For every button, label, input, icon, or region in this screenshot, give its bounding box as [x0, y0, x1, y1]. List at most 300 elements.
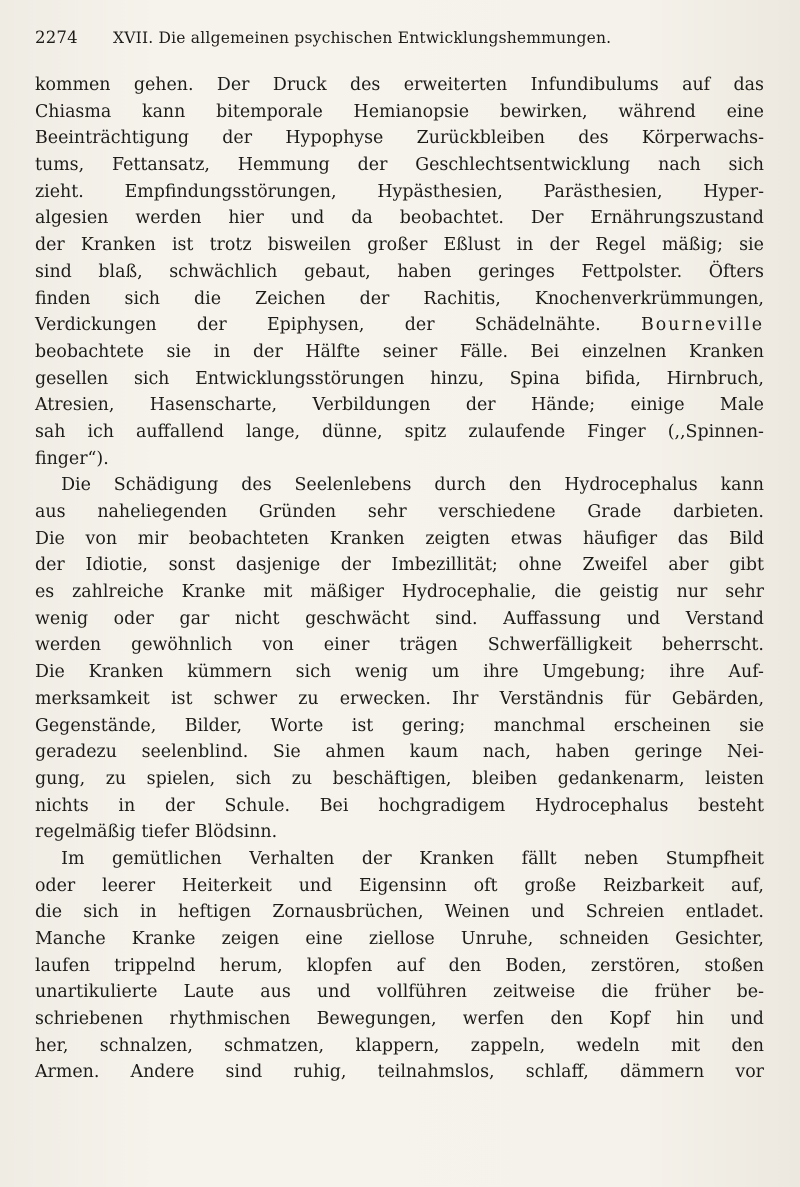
- word: Ihr: [452, 688, 479, 709]
- word: sehr: [725, 582, 764, 603]
- word: (,,Spinnen-: [667, 421, 764, 442]
- word: auffallend: [135, 421, 224, 442]
- word: Hyper-: [703, 181, 764, 202]
- word: dünne,: [322, 421, 383, 442]
- word: den: [508, 475, 542, 496]
- text-line: [35, 205, 764, 232]
- word: heftigen: [177, 902, 252, 923]
- word: mit: [671, 1035, 701, 1056]
- word: auf: [682, 75, 711, 95]
- word: beherrscht.: [662, 635, 764, 656]
- word: oft: [473, 875, 498, 896]
- word: um: [431, 662, 460, 683]
- word: haben: [555, 742, 610, 763]
- text-line: [35, 873, 764, 900]
- word: sich: [235, 768, 272, 789]
- word: be-: [736, 982, 764, 1003]
- word: Hydrocephalus: [564, 475, 698, 496]
- word: kaum: [409, 742, 459, 763]
- text-line: [35, 286, 764, 313]
- word: bitemporale: [216, 101, 323, 122]
- word: Hemmung: [237, 155, 330, 176]
- word: zieht.: [35, 181, 84, 202]
- word: finger“).: [35, 448, 109, 469]
- word: zeitweise: [493, 982, 576, 1003]
- word: während: [618, 101, 696, 122]
- word: der: [465, 395, 496, 416]
- word: sonst: [168, 555, 216, 576]
- text-line: [35, 1006, 764, 1033]
- word: bleiben: [471, 768, 538, 789]
- word: manchmal: [493, 715, 586, 736]
- word: Der: [530, 208, 564, 229]
- word: Unruhe,: [460, 929, 534, 949]
- word: von: [85, 528, 118, 549]
- word: leisten: [705, 768, 764, 789]
- word: vor: [735, 1062, 764, 1083]
- word: sich: [124, 288, 160, 309]
- word: gar: [179, 608, 210, 629]
- word: eine: [305, 929, 343, 949]
- word: zu: [105, 768, 127, 789]
- word: unartikulierte: [35, 982, 158, 1003]
- word: Fälle.: [459, 341, 509, 362]
- word: spielen,: [146, 768, 216, 789]
- word: naheliegenden: [97, 502, 228, 522]
- word: Hypästhesien,: [377, 181, 503, 202]
- word: ich: [87, 421, 114, 442]
- word: gung,: [35, 768, 86, 789]
- word: und: [317, 982, 351, 1003]
- word: sich: [728, 155, 764, 176]
- word: Hände;: [531, 395, 596, 416]
- text-line: [35, 953, 764, 980]
- word: sah: [35, 421, 66, 442]
- text-line: [35, 579, 764, 606]
- word: das: [733, 75, 764, 95]
- word: ahmen: [325, 742, 385, 763]
- word: in: [139, 902, 157, 923]
- word: Schädigung: [113, 475, 219, 496]
- word: mäßiger: [310, 582, 384, 603]
- word: sie: [739, 715, 764, 736]
- word: Schule.: [224, 795, 290, 816]
- word: Druck: [272, 75, 327, 95]
- word: erwecken.: [339, 688, 431, 709]
- word: Zornausbrüchen,: [272, 902, 424, 923]
- page-number: 2274: [35, 28, 78, 47]
- word: auf: [396, 955, 425, 976]
- text-line: [35, 152, 764, 179]
- text-line: [35, 552, 764, 579]
- word: wedeln: [576, 1035, 640, 1056]
- word: Boden,: [505, 955, 567, 976]
- word: den: [731, 1035, 764, 1056]
- word: der: [404, 315, 435, 336]
- word: und: [626, 608, 661, 629]
- word: seelenblind.: [141, 742, 249, 763]
- word: Parästhesien,: [543, 181, 663, 202]
- word: schwer: [213, 688, 278, 709]
- word: sind: [225, 1062, 263, 1083]
- word: einer: [323, 635, 370, 656]
- word: trägen: [399, 635, 458, 656]
- word: zeigten: [425, 528, 490, 549]
- word: geringe: [634, 742, 703, 763]
- word: auf,: [731, 875, 764, 896]
- word: Empfindungsstörungen,: [124, 181, 337, 202]
- word: Chiasma: [35, 101, 112, 122]
- text-line: [35, 926, 764, 953]
- word: des: [578, 128, 609, 149]
- word: Laute: [183, 982, 235, 1003]
- word: gesellen: [35, 368, 109, 389]
- word: klappern,: [355, 1035, 440, 1056]
- word: das: [677, 528, 709, 549]
- word: gewöhnlich: [131, 635, 233, 656]
- word: teilnahmslos,: [377, 1062, 495, 1083]
- word: eine: [726, 101, 764, 122]
- word: kommen: [35, 75, 111, 95]
- word: tums,: [35, 155, 85, 176]
- word: Infundibulums: [530, 75, 659, 95]
- word: nichts: [35, 795, 89, 816]
- word: Geschlechtsentwicklung: [415, 155, 631, 176]
- word: sich: [83, 902, 119, 923]
- word: Kranken: [80, 235, 156, 256]
- word: Verdickungen: [35, 315, 157, 336]
- text-line: [35, 766, 764, 793]
- word: des: [350, 75, 381, 95]
- word: kümmern: [187, 662, 272, 683]
- text-line: [35, 446, 764, 473]
- word: erscheinen: [613, 715, 711, 736]
- text-line: [35, 472, 764, 499]
- word: Bei: [530, 341, 560, 362]
- word: sich: [295, 662, 332, 683]
- word: Gründen: [258, 502, 337, 522]
- word: die: [194, 288, 222, 309]
- word: einige: [630, 395, 685, 416]
- word: einzelnen: [581, 341, 667, 362]
- word: rhythmischen: [169, 1009, 291, 1030]
- word: schriebenen: [35, 1009, 144, 1030]
- page-header: [35, 28, 764, 72]
- word: Die: [61, 475, 91, 496]
- word: zulaufende: [468, 421, 566, 442]
- word: her,: [35, 1035, 69, 1056]
- text-line: [35, 713, 764, 740]
- word: erweiterten: [403, 75, 508, 95]
- word: Entwicklungsstörungen: [195, 368, 405, 389]
- word: Ernährungszustand: [590, 208, 764, 229]
- word: durch: [434, 475, 486, 496]
- word: der: [164, 795, 195, 816]
- word: Bewegungen,: [316, 1009, 437, 1030]
- word: beobachteten: [188, 528, 309, 549]
- word: Atresien,: [35, 395, 115, 416]
- word: Zurückbleiben: [416, 128, 545, 149]
- word: zerstören,: [590, 955, 681, 976]
- text-line: [35, 686, 764, 713]
- word: Seelenlebens: [294, 475, 412, 496]
- text-line: [35, 125, 764, 152]
- word: schneiden: [559, 929, 649, 949]
- word: zu: [298, 688, 319, 709]
- word: seiner: [382, 341, 438, 362]
- word: Gebärden,: [671, 688, 764, 709]
- word: gedankenarm,: [557, 768, 685, 789]
- word: zappeln,: [470, 1035, 546, 1056]
- word: Der: [216, 75, 250, 95]
- word: Weinen: [444, 902, 510, 923]
- word: häufiger: [582, 528, 658, 549]
- word: Nei-: [726, 742, 764, 763]
- word: kann: [720, 475, 764, 496]
- word: die: [554, 582, 582, 603]
- word: zu: [291, 768, 313, 789]
- word: es: [35, 582, 55, 603]
- word: beschäftigen,: [332, 768, 452, 789]
- word: Kranke: [131, 929, 196, 949]
- word: Hälfte: [305, 341, 361, 362]
- word: gehen.: [133, 75, 194, 95]
- word: Epiphysen,: [266, 315, 365, 336]
- word: Regel: [595, 235, 646, 256]
- running-head: XVII. Die allgemeinen psychischen Entwicklungshemmungen.: [113, 29, 612, 47]
- word: bifida,: [585, 368, 641, 389]
- word: der: [196, 315, 227, 336]
- text-line: [35, 793, 764, 820]
- text-line: [35, 899, 764, 926]
- word: der: [361, 848, 392, 869]
- word: klopfen: [306, 955, 373, 976]
- word: entladet.: [685, 902, 764, 923]
- word: Kranken: [419, 848, 495, 869]
- word: Grade: [587, 502, 642, 522]
- word: gebaut,: [303, 261, 371, 282]
- word: blaß,: [98, 261, 143, 282]
- word: Verständnis: [499, 688, 604, 709]
- word: schwächlich: [169, 261, 278, 282]
- word: geradezu: [35, 742, 117, 763]
- text-line: [35, 606, 764, 633]
- word: spitz: [404, 421, 447, 442]
- word: Eßlust: [443, 235, 501, 256]
- word: geringes: [478, 261, 555, 282]
- word: und: [531, 902, 565, 923]
- word: Schreien: [585, 902, 665, 923]
- word: der: [549, 235, 580, 256]
- word: dämmern: [619, 1062, 705, 1083]
- word: Verhalten: [249, 848, 335, 869]
- word: wenig: [35, 608, 89, 629]
- word: hin: [676, 1009, 705, 1030]
- text-line: [35, 1059, 764, 1086]
- word: Schwerfälligkeit: [487, 635, 633, 656]
- word: zeigen: [221, 929, 280, 949]
- word: sehr: [367, 502, 407, 522]
- word: großer: [367, 235, 428, 256]
- word: Heiterkeit: [181, 875, 272, 896]
- word: sich: [133, 368, 170, 389]
- word: Auffassung: [503, 608, 602, 629]
- word: in: [213, 341, 231, 362]
- word: ihre: [483, 662, 519, 683]
- word: der: [359, 288, 390, 309]
- text-line: [35, 499, 764, 526]
- word: Schädelnähte.: [474, 315, 601, 336]
- word: Male: [719, 395, 764, 416]
- word: besteht: [698, 795, 764, 816]
- word: Andere: [130, 1062, 195, 1083]
- text-line: [35, 99, 764, 126]
- word: den: [448, 955, 482, 976]
- word: ziellose: [368, 929, 435, 949]
- word: schmatzen,: [224, 1035, 325, 1056]
- word: Worte: [270, 715, 324, 736]
- word: Gesichter,: [675, 929, 764, 949]
- word: Manche: [35, 929, 106, 949]
- word: Hasenscharte,: [149, 395, 278, 416]
- word: neben: [584, 848, 639, 869]
- word: ruhig,: [293, 1062, 347, 1083]
- word: Idiotie,: [85, 555, 148, 576]
- text-line: [35, 526, 764, 553]
- word: Reizbarkeit: [602, 875, 705, 896]
- word: laufen: [35, 955, 91, 976]
- word: trippelnd: [114, 955, 196, 976]
- word: der: [340, 555, 371, 576]
- word: Die: [35, 662, 65, 683]
- word: herum,: [219, 955, 283, 976]
- word: aus: [260, 982, 291, 1003]
- word: Hydrocephalus: [535, 795, 669, 816]
- word: sind: [35, 261, 72, 282]
- word: aus: [35, 502, 66, 522]
- word: in: [118, 795, 136, 816]
- word: und: [298, 875, 333, 896]
- word: Umgebung;: [542, 662, 646, 683]
- text-line: [35, 339, 764, 366]
- word: hier: [228, 208, 264, 229]
- word: sie: [739, 235, 764, 256]
- word: da: [351, 208, 373, 229]
- word: werden: [135, 208, 202, 229]
- word: schlaff,: [525, 1062, 589, 1083]
- word: in: [516, 235, 534, 256]
- word: stoßen: [704, 955, 764, 976]
- word: große: [524, 875, 577, 896]
- text-line: [35, 312, 764, 339]
- word: Hirnbruch,: [666, 368, 764, 389]
- word: Armen.: [35, 1062, 100, 1083]
- text-line: [35, 232, 764, 259]
- word: beobachtet.: [399, 208, 504, 229]
- word: Bei: [319, 795, 349, 816]
- word: für: [624, 688, 651, 709]
- word: fällt: [521, 848, 557, 869]
- word: haben: [397, 261, 452, 282]
- word: mir: [137, 528, 169, 549]
- word: algesien: [35, 208, 109, 229]
- text-line: [35, 1033, 764, 1060]
- word: darbieten.: [673, 502, 764, 522]
- word: gemütlichen: [112, 848, 222, 869]
- text-line: [35, 739, 764, 766]
- word: kann: [142, 101, 186, 122]
- word: gering;: [401, 715, 466, 736]
- word: Zeichen: [255, 288, 326, 309]
- word: Fettansatz,: [112, 155, 210, 176]
- word: Stumpfheit: [665, 848, 764, 869]
- word: Verstand: [685, 608, 764, 629]
- text-line: [35, 419, 764, 446]
- word: bisweilen: [267, 235, 352, 256]
- word: regelmäßig: [35, 822, 136, 843]
- word: Rachitis,: [423, 288, 501, 309]
- word: mit: [263, 582, 293, 603]
- word: oder: [113, 608, 154, 629]
- word: von: [262, 635, 294, 656]
- text-line: [35, 819, 764, 846]
- word: tiefer: [141, 822, 190, 843]
- word: Die: [35, 528, 65, 549]
- word: leerer: [102, 875, 156, 896]
- word: merksamkeit: [35, 688, 150, 709]
- word: sie: [166, 341, 192, 362]
- word: schnalzen,: [99, 1035, 193, 1056]
- word: verschiedene: [438, 502, 556, 522]
- word: der: [35, 235, 65, 256]
- word: und: [290, 208, 325, 229]
- word: trotz: [209, 235, 252, 256]
- word: aber: [668, 555, 709, 576]
- word: der: [357, 155, 388, 176]
- text-line: [35, 979, 764, 1006]
- word: bewirken,: [499, 101, 588, 122]
- word: ist: [170, 688, 193, 709]
- word: Spina: [509, 368, 560, 389]
- word: des: [241, 475, 272, 496]
- word: Kranken: [329, 528, 405, 549]
- word: Eigensinn: [359, 875, 447, 896]
- word: dasjenige: [235, 555, 321, 576]
- word: beobachtete: [35, 341, 144, 362]
- word: der: [35, 555, 65, 576]
- word: werden: [35, 635, 102, 656]
- word: und: [730, 1009, 764, 1030]
- word: Zweifel: [582, 555, 648, 576]
- word: Gegenstände,: [35, 715, 157, 736]
- word: ist: [351, 715, 374, 736]
- word: Kranken: [689, 341, 764, 362]
- text-line: [35, 632, 764, 659]
- word: Kopf: [609, 1009, 650, 1030]
- body-text: [35, 72, 764, 1086]
- word: Bourneville: [640, 315, 764, 336]
- word: Finger: [587, 421, 646, 442]
- word: vollführen: [376, 982, 467, 1003]
- word: gibt: [729, 555, 764, 576]
- word: Bilder,: [184, 715, 243, 736]
- text-line: [35, 179, 764, 206]
- word: Auf-: [728, 662, 764, 683]
- word: hochgradigem: [378, 795, 506, 816]
- word: etwas: [510, 528, 563, 549]
- word: früher: [654, 982, 711, 1003]
- word: Kranke: [181, 582, 246, 603]
